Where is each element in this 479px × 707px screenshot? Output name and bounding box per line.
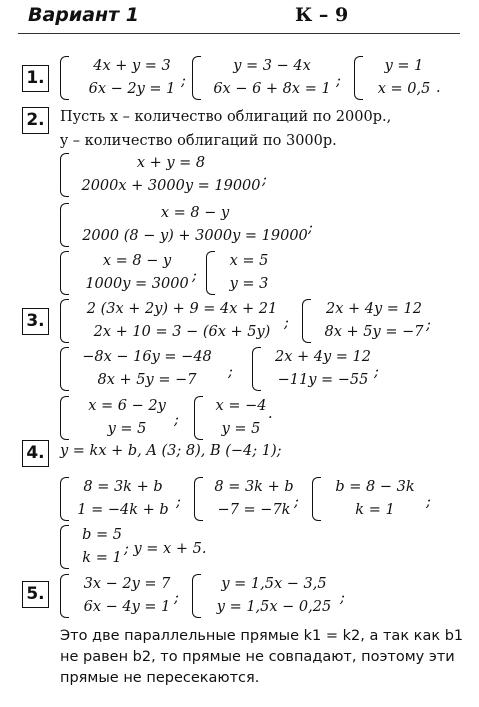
eq: 1 = −4k + b	[77, 502, 169, 518]
sep: ;	[174, 590, 179, 606]
header-code: К – 9	[295, 4, 349, 26]
problem-4-system-4	[58, 524, 133, 570]
problem-4-result: ; y = x + 5.	[124, 541, 207, 557]
eq: y = 1	[384, 58, 424, 74]
problem-1-system-3	[352, 55, 443, 101]
eq: x = 5	[229, 253, 269, 269]
sep: ;	[174, 412, 179, 428]
sep: ;	[294, 494, 299, 510]
problem-2-system-4	[204, 250, 281, 296]
problem-2-number: 2.	[22, 107, 49, 134]
eq: 6x − 6 + 8x = 1	[213, 81, 331, 97]
problem-5-number: 5.	[22, 581, 49, 608]
problem-3-system-6	[192, 395, 277, 441]
problem-1-number: 1.	[22, 65, 49, 92]
sep: ;	[426, 494, 431, 510]
eq: 8x + 5y = −7	[97, 372, 197, 388]
problem-3-number: 3.	[22, 308, 49, 335]
eq: 4x + y = 3	[93, 58, 171, 74]
eq: 2 (3x + 2y) + 9 = 4x + 21	[86, 301, 278, 317]
eq: −8x − 16y = −48	[82, 349, 212, 365]
problem-3-system-5	[58, 395, 183, 441]
problem-3-system-1	[58, 298, 293, 344]
sep: ;	[181, 73, 186, 89]
eq: 8 = 3k + b	[214, 479, 294, 495]
eq: y = 3 − 4x	[233, 58, 311, 74]
sep: .	[268, 406, 273, 422]
eq: b = 8 − 3k	[335, 479, 415, 495]
eq: x = 8 − y	[160, 205, 230, 221]
eq: k = 1	[355, 502, 395, 518]
sep: ;	[336, 73, 341, 89]
eq: −7 = −7k	[217, 502, 291, 518]
sep: ;	[374, 364, 379, 380]
problem-2-system-3	[58, 250, 203, 296]
header-variant: Вариант 1	[28, 4, 140, 26]
problem-1-system-2	[190, 55, 341, 101]
sep: ;	[192, 268, 197, 284]
eq: x = −4	[215, 398, 267, 414]
eq: 8 = 3k + b	[83, 479, 163, 495]
eq: y = 1,5x − 0,25	[216, 599, 332, 615]
problem-2-text-2: y – количество облигаций по 3000р.	[60, 133, 337, 149]
eq: 2x + 4y = 12	[325, 301, 422, 317]
problem-1-system-1	[58, 55, 193, 101]
eq: y = 3	[229, 276, 269, 292]
eq: y = 5	[107, 421, 147, 437]
problem-2-text-1: Пусть x – количество облигаций по 2000р.,	[60, 109, 392, 125]
eq: 3x − 2y = 7	[83, 576, 171, 592]
sep: ;	[340, 590, 345, 606]
header-rule	[18, 33, 460, 34]
problem-2-system-2	[58, 202, 319, 248]
sep: ;	[426, 317, 431, 333]
eq: 6x − 2y = 1	[88, 81, 176, 97]
eq: x = 8 − y	[102, 253, 172, 269]
eq: 2x + 10 = 3 − (6x + 5y)	[93, 324, 271, 340]
eq: 2000 (8 − y) + 3000y = 19000	[82, 228, 308, 244]
sep: ;	[228, 364, 233, 380]
problem-4-system-2	[192, 476, 303, 522]
problem-3-system-4	[250, 346, 383, 392]
eq: 2000x + 3000y = 19000	[81, 178, 261, 194]
eq: 2x + 4y = 12	[274, 349, 371, 365]
eq: 8x + 5y = −7	[324, 324, 424, 340]
eq: y = 5	[221, 421, 261, 437]
problem-5-system-1	[58, 573, 183, 619]
eq: −11y = −55	[277, 372, 369, 388]
eq: y = 1,5x − 3,5	[221, 576, 327, 592]
eq: 6x − 4y = 1	[83, 599, 171, 615]
sep: ;	[308, 220, 313, 236]
problem-5-paragraph: Это две параллельные прямые k1 = k2, а так как b1 не равен b2, то прямые не совпадают, поэтому эти прямые не пересекаются.	[60, 628, 464, 686]
problem-4-system-3	[310, 476, 427, 522]
eq: x = 6 − 2y	[88, 398, 166, 414]
problem-4-line: y = kx + b, A (3; 8), B (−4; 1);	[60, 443, 282, 459]
sep: .	[436, 80, 441, 96]
problem-5-system-2	[190, 573, 345, 619]
problem-4-number: 4.	[22, 440, 49, 467]
eq: 1000y = 3000	[85, 276, 189, 292]
eq: x = 0,5	[377, 81, 431, 97]
problem-2-system-1	[58, 152, 271, 198]
eq: k = 1	[82, 550, 122, 566]
problem-3-system-2	[300, 298, 435, 344]
problem-4-system-1	[58, 476, 175, 522]
sep: ;	[262, 172, 267, 188]
sep: ;	[176, 494, 181, 510]
eq: b = 5	[82, 527, 122, 543]
eq: x + y = 8	[136, 155, 206, 171]
sep: ;	[284, 315, 289, 331]
problem-3-system-3	[58, 346, 223, 392]
